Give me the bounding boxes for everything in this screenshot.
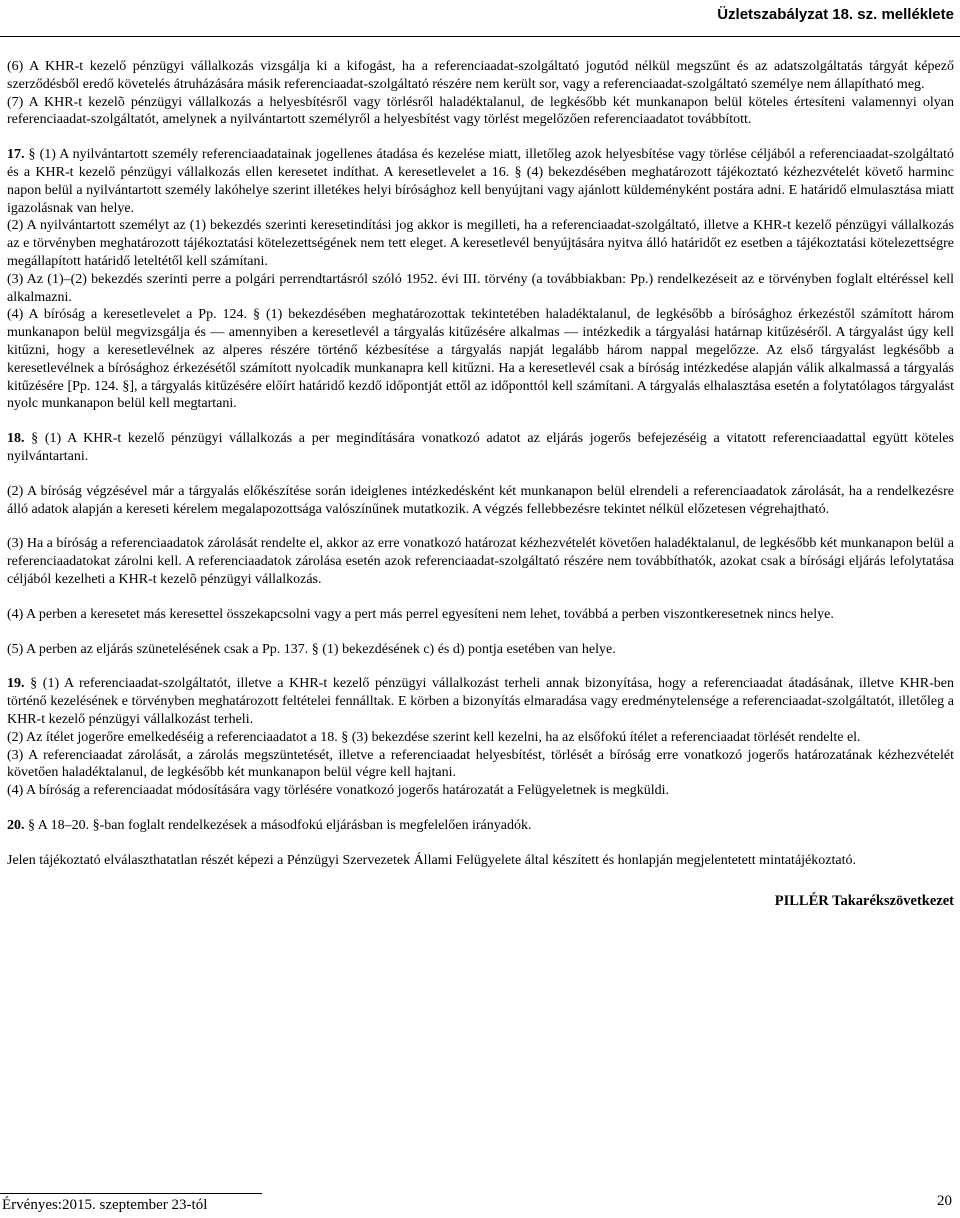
section-number: 19. xyxy=(7,676,25,692)
header-rule xyxy=(0,36,960,37)
paragraph-19-3 xyxy=(7,747,954,783)
paragraph-text: (4) A bíróság a referenciaadat módosítására vagy törlésére vonatkozó jogerős határozatát a Felügyeletnek is megküldi. xyxy=(7,783,670,799)
section-number: 17. xyxy=(7,147,25,163)
footer-validity: Érvényes:2015. szeptember 23-tól xyxy=(2,1197,208,1213)
paragraph-text: (3) Ha a bíróság a referenciaadatok zárolását rendelte el, akkor az erre vonatkozó határozat kézhezvételét követően haladéktalanul, de legkésőbb két munkanapon belül a referenciaadatokat zárolni kell. A referenciaadatok zárolása esetén azok referenciaadat-szolgáltató részére nem továbbíthatók, azokat csak a bírósági eljárás lefolytatása céljából kezelheti a KHR-t kezelõ pénzügyi vállalkozás. xyxy=(7,536,954,587)
section-20 xyxy=(7,817,954,835)
paragraph-text: § (1) A referenciaadat-szolgáltatót, illetve a KHR-t kezelő pénzügyi vállalkozást terheli annak bizonyítása, hogy a referenciaadat átadásának, illetve KHR-ben történő kezelésének e törvényben meghatározott feltételei fennálltak. E körben a bizonyítás elmaradása vagy eredménytelensége a referenciaadat-szolgáltatót, illetőleg a KHR-t kezelő pénzügyi vállalkozást terheli. xyxy=(7,676,954,727)
paragraph-19-4 xyxy=(7,782,954,800)
paragraph-text: Jelen tájékoztató elválaszthatatlan részét képezi a Pénzügyi Szervezetek Állami Felügyelete által készített és honlapján megjelentetett mintatájékoztató. xyxy=(7,852,856,868)
closing-statement xyxy=(7,852,954,870)
section-19-1 xyxy=(7,675,954,728)
paragraph-text: (2) A nyilvántartott személyt az (1) bekezdés szerinti keresetindítási jog akkor is megilleti, ha a referenciaadat-szolgáltató, illetve a KHR-t kezelő pénzügyi vállalkozás az e törvényben meghatározott tájékoztatási kötelezettségének nem tett eleget. A keresetlevél benyújtására nyitva álló határidőt ez esetben a tájékoztatási kötelezettségre megállapított határidő leteltétől kell számítani. xyxy=(7,218,954,269)
paragraph-text: § (1) A nyilvántartott személy referenciaadatainak jogellenes átadása és kezelése miatt, illetőleg azok helyesbítése vagy törlése céljából a referenciaadat-szolgáltató és a KHR-t kezelő pénzügyi vállalkozás ellen keresetet indíthat. A keresetlevelet a 16. § (4) bekezdésében meghatározott tájékoztató kézhezvételét követő harminc napon belül a nyilvántartott személy lakóhelye szerint illetékes helyi bírósághoz kell benyújtani vagy ajánlott küldeményként postára adni. E határidő elmulasztása miatt igazolásnak van helye. xyxy=(7,147,954,216)
section-number: 18. xyxy=(7,431,25,447)
paragraph-18-3 xyxy=(7,535,954,588)
paragraph-text: (2) A bíróság végzésével már a tárgyalás előkészítése során ideiglenes intézkedésként két munkanapon belül elrendeli a referenciaadatok zárolását, ha a rendelkezésre álló adatok alapján a kereseti kérelem megalapozottsága valószínűnek mutatkozik. A végzés fellebbezésre tekintet nélkül előzetesen végrehajtható. xyxy=(7,483,954,517)
signature: PILLÉR Takarékszövetkezet xyxy=(774,893,954,910)
paragraph-17-2 xyxy=(7,217,954,270)
paragraph-16-6 xyxy=(7,58,954,94)
paragraph-18-4 xyxy=(7,606,954,624)
page-header-title: Üzletszabályzat 18. sz. melléklete xyxy=(717,6,954,23)
document-body xyxy=(7,58,954,911)
paragraph-text: (5) A perben az eljárás szünetelésének csak a Pp. 137. § (1) bekezdésének c) és d) pontja esetében van helye. xyxy=(7,641,616,657)
footer-rule xyxy=(0,1193,262,1194)
paragraph-text: (7) A KHR-t kezelõ pénzügyi vállalkozás a helyesbítésről vagy törlésről haladéktalanul, de legkésőbb két munkanapon belül köteles értesíteni valamennyi olyan referenciaadat-szolgáltatót, amelynek a nyilvántartott személyről a helyesbítést vagy törlést megelőzően referenciaadatot továbbított. xyxy=(7,94,954,128)
paragraph-16-7 xyxy=(7,94,954,130)
section-number: 20. xyxy=(7,817,25,833)
paragraph-text: (4) A bíróság a keresetlevelet a Pp. 124. § (1) bekezdésében meghatározottak tekintetében haladéktalanul, de legkésőbb a bírósághoz érkezéstől számított három munkanapon belül megvizsgálja és — amennyiben a keresetlevél a tárgyalás kitűzésére alkalmas — intézkedik a tárgyalási határnap kitűzéséről. A tárgyalást úgy kell kitűzni, hogy a keresetlevélnek az alperes részére történő kézbesítése a tárgyalás napját legalább három nappal megelőzze. Az első tárgyalást legkésőbb a keresetlevélnek a bírósághoz érkezésétől számított nyolcadik munkanapra kell kitűzni. Ha a keresetlevél csak a bíróság intézkedése alapján válik alkalmassá a tárgyalás kitűzésére [Pp. 124. §], a tárgyalás kitűzésére előírt határidő kezdő időpontját ettől az időponttól kell számítani. A tárgyalás elhalasztása esetén a folytatólagos tárgyalást nyolc munkanapon belül kell megtartani. xyxy=(7,307,954,412)
section-17-1 xyxy=(7,146,954,217)
paragraph-text: (2) Az ítélet jogerőre emelkedéséig a referenciaadatot a 18. § (3) bekezdése szerint kell kezelni, ha az elsőfokú ítélet a referenciaadat törlését rendelte el. xyxy=(7,729,861,745)
paragraph-17-4 xyxy=(7,306,954,413)
paragraph-17-3 xyxy=(7,271,954,307)
paragraph-text: (3) Az (1)–(2) bekezdés szerinti perre a polgári perrendtartásról szóló 1952. évi III. törvény (a továbbiakban: Pp.) rendelkezéseit az e törvényben foglalt eltéréssel kell alkalmazni. xyxy=(7,271,954,305)
paragraph-text: § A 18–20. §-ban foglalt rendelkezések a másodfokú eljárásban is megfelelően irányadók. xyxy=(24,817,532,833)
paragraph-text: (4) A perben a keresetet más keresettel összekapcsolni vagy a pert más perrel egyesíteni nem lehet, továbbá a perben viszontkeresetnek nincs helye. xyxy=(7,606,834,622)
paragraph-19-2 xyxy=(7,729,954,747)
paragraph-text: (3) A referenciaadat zárolását, a zárolás megszüntetését, illetve a referenciaadat helyesbítést, törlését a bíróság erre vonatkozó jogerős határozatának kézhezvételét követően haladéktalanul, de legkésőbb két munkanapon belül végre kell hajtani. xyxy=(7,747,954,781)
paragraph-18-5 xyxy=(7,641,954,659)
section-18-1 xyxy=(7,430,954,466)
paragraph-text: § (1) A KHR-t kezelő pénzügyi vállalkozás a per megindítására vonatkozó adatot az eljárás jogerős befejezéséig a vitatott referenciaadattal együtt köteles nyilvántartani. xyxy=(7,431,954,464)
paragraph-18-2 xyxy=(7,483,954,519)
paragraph-text: (6) A KHR-t kezelő pénzügyi vállalkozás vizsgálja ki a kifogást, ha a referenciaadat-szolgáltató jogutód nélkül megszűnt és az adatszolgáltatás tárgyát képező szerződésből eredő követelés átruházására másik referenciaadat-szolgáltató részére nem került sor, vagy a referenciaadat-szolgáltató személye nem állapítható meg. xyxy=(7,59,954,92)
page-number: 20 xyxy=(937,1193,952,1209)
